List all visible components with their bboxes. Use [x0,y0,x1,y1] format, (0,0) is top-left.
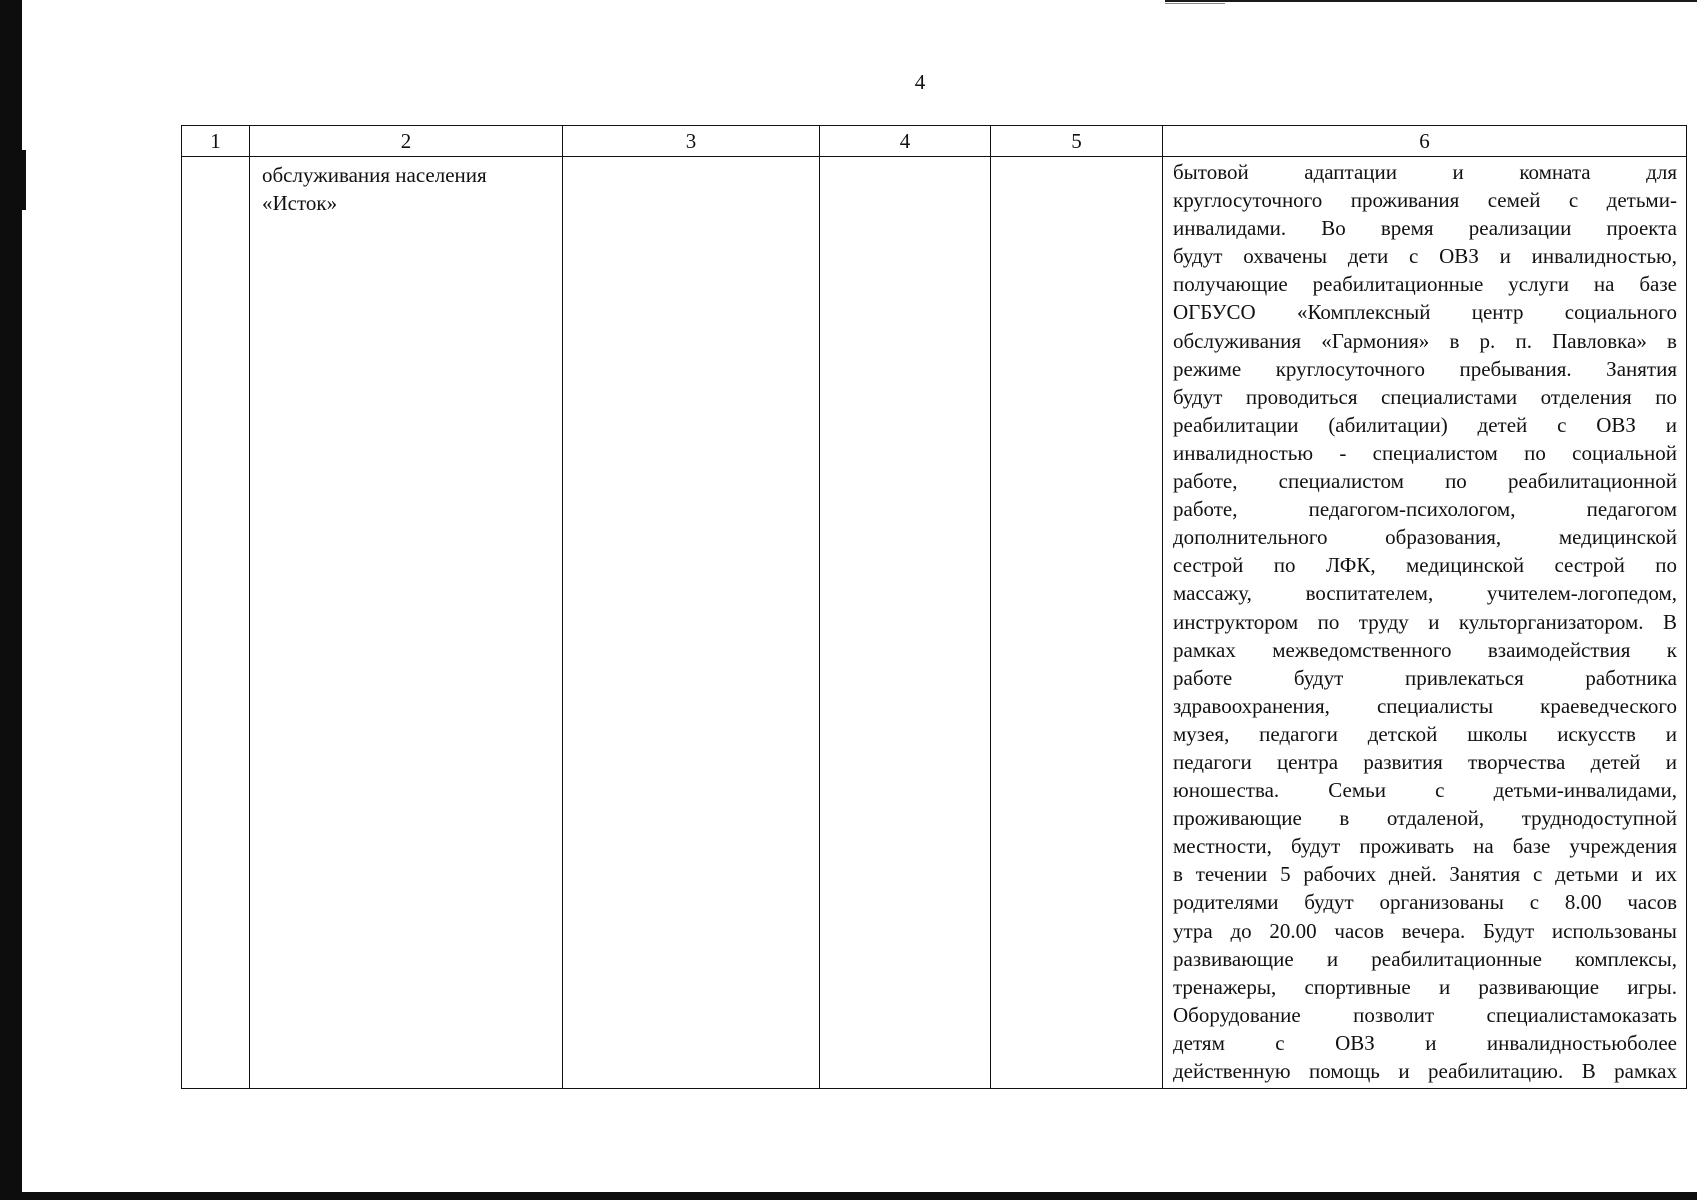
cell-col6 [1163,157,1687,1089]
scan-top-mark-short [1165,3,1225,4]
col6-line: обслуживания «Гармония» в р. п. Павловка» в [1173,328,1677,353]
cell-col4 [820,157,991,1089]
cell-col1 [182,157,250,1089]
col6-line: Оборудование позволит специалистамоказать [1173,1002,1677,1027]
scan-left-edge [0,0,22,1200]
col6-line: инвалидностью - специалистом по социальной [1173,440,1677,465]
col2-line: «Исток» [262,191,338,215]
col6-line: массажу, воспитателем, учителем-логопедом, [1173,581,1677,606]
scan-top-mark [1165,0,1697,2]
col6-line: юношества. Семьи с детьми-инвалидами, [1173,778,1677,803]
page-number: 4 [914,70,926,94]
col6-line: инвалидами. Во время реализации проекта [1173,216,1677,241]
col6-line: родителями будут организованы с 8.00 часов [1173,890,1677,915]
col6-line: дополнительного образования, медицинской [1173,525,1677,550]
col2-line: обслуживания населения [262,163,487,187]
column-header-5: 5 [991,126,1163,157]
col6-line: тренажеры, спортивные и развивающие игры. [1173,974,1677,999]
col6-line: действенную помощь и реабилитацию. В рамках [1173,1059,1677,1083]
table-header-row [182,126,1687,157]
col6-line: работе, педагогом-психологом, педагогом [1173,497,1677,522]
col6-line: в течении 5 рабочих дней. Занятия с детьми и их [1173,862,1677,887]
col6-line: здравоохранения, специалисты краеведческого [1173,693,1677,718]
col6-line: будут охвачены дети с ОВЗ и инвалидностью, [1173,244,1677,269]
col6-line: утра до 20.00 часов вечера. Будут использованы [1173,918,1677,943]
scan-left-notch [22,150,26,210]
col6-line: местности, будут проживать на базе учреждения [1173,834,1677,859]
table-row [182,157,1687,1089]
col6-line: проживающие в отдаленой, труднодоступной [1173,806,1677,831]
col6-text [1173,158,1677,1085]
col6-line: рамках межведомственного взаимодействия к [1173,637,1677,662]
column-header-2: 2 [250,126,563,157]
col6-line: музея, педагоги детской школы искусств и [1173,721,1677,746]
col6-line: работе, специалистом по реабилитационной [1173,469,1677,494]
column-header-3: 3 [563,126,820,157]
cell-col5 [991,157,1163,1089]
col6-line: инструктором по труду и культорганизатором. В [1173,609,1677,634]
col6-line: ОГБУСО «Комплексный центр социального [1173,300,1677,325]
col6-line: педагоги центра развития творчества детей и [1173,749,1677,774]
col6-line: реабилитации (абилитации) детей с ОВЗ и [1173,412,1677,437]
scan-bottom-edge [0,1192,1697,1200]
cell-col3 [563,157,820,1089]
col6-line: бытовой адаптации и комната для [1173,160,1677,184]
col6-line: будут проводиться специалистами отделения по [1173,384,1677,409]
column-header-1: 1 [182,126,250,157]
col6-line: круглосуточного проживания семей с детьми- [1173,188,1677,213]
column-header-4: 4 [820,126,991,157]
document-table [181,125,1687,1089]
col6-line: режиме круглосуточного пребывания. Занятия [1173,356,1677,381]
cell-col2 [250,157,563,1089]
col6-line: работе будут привлекаться работника [1173,665,1677,690]
col6-line: получающие реабилитационные услуги на базе [1173,272,1677,297]
column-header-6: 6 [1163,126,1687,157]
col6-line: сестрой по ЛФК, медицинской сестрой по [1173,553,1677,578]
col6-line: детям с ОВЗ и инвалидностьюболее [1173,1030,1677,1055]
col6-line: развивающие и реабилитационные комплексы, [1173,946,1677,971]
